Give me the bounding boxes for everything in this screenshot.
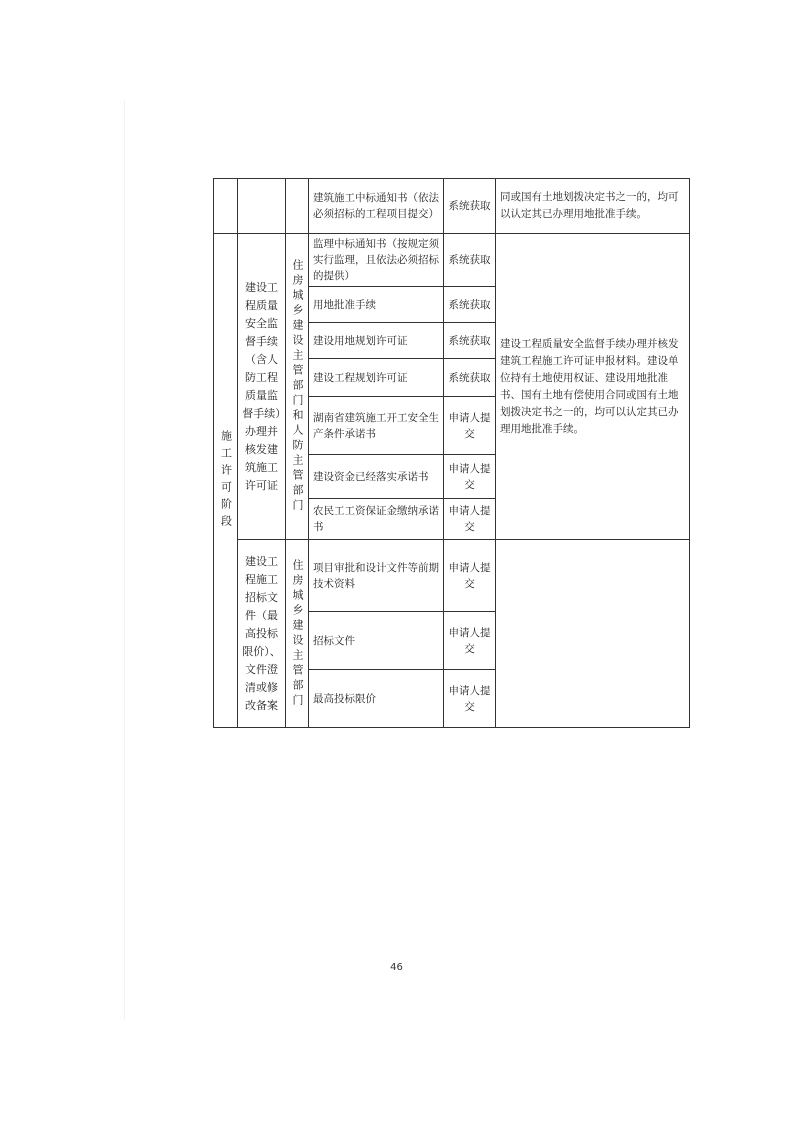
material-cell: 项目审批和设计文件等前期技术资料 <box>309 540 444 612</box>
approval-materials-table <box>213 178 690 728</box>
material-cell: 农民工工资保证金缴纳承诺书 <box>309 499 444 540</box>
material-cell: 建设工程规划许可证 <box>309 359 444 397</box>
stage-cell: 施工许可阶段 <box>214 234 238 728</box>
source-cell: 系统获取 <box>444 234 496 287</box>
source-cell: 系统获取 <box>444 179 496 234</box>
material-cell: 招标文件 <box>309 612 444 670</box>
note-cell <box>496 540 690 728</box>
procedure-cell: 建设工程施工招标文件（最高投标限价）、文件澄清或修改备案 <box>238 540 286 728</box>
source-cell: 系统获取 <box>444 323 496 359</box>
empty-cell <box>238 179 286 234</box>
source-cell: 系统获取 <box>444 287 496 323</box>
page-edge <box>124 100 125 1020</box>
table-row <box>214 540 690 612</box>
table-row <box>214 179 690 234</box>
material-cell: 建设用地规划许可证 <box>309 323 444 359</box>
table-row <box>214 234 690 287</box>
material-cell: 建筑施工中标通知书（依法必须招标的工程项目提交） <box>309 179 444 234</box>
material-cell: 湖南省建筑施工开工安全生产条件承诺书 <box>309 397 444 455</box>
material-cell: 最高投标限价 <box>309 670 444 728</box>
department-cell: 住房城乡建设主管部门 <box>286 540 309 728</box>
note-cell: 同或国有土地划拨决定书之一的，均可以认定其已办理用地批准手续。 <box>496 179 690 234</box>
note-cell: 建设工程质量安全监督手续办理并核发建筑工程施工许可证申报材料。建设单位持有土地使用权证、建设用地批准书、国有土地有偿使用合同或国有土地划拨决定书之一的，均可以认定其已办理用地批准手续。 <box>496 234 690 540</box>
source-cell: 申请人提交 <box>444 612 496 670</box>
source-cell: 申请人提交 <box>444 670 496 728</box>
source-cell: 申请人提交 <box>444 499 496 540</box>
empty-cell <box>214 179 238 234</box>
source-cell: 申请人提交 <box>444 455 496 499</box>
source-cell: 申请人提交 <box>444 540 496 612</box>
material-cell: 建设资金已经落实承诺书 <box>309 455 444 499</box>
empty-cell <box>286 179 309 234</box>
source-cell: 申请人提交 <box>444 397 496 455</box>
material-cell: 监理中标通知书（按规定须实行监理，且依法必须招标的提供） <box>309 234 444 287</box>
procedure-cell: 建设工程质量安全监督手续（含人防工程质量监督手续）办理并核发建筑施工许可证 <box>238 234 286 540</box>
material-cell: 用地批准手续 <box>309 287 444 323</box>
source-cell: 系统获取 <box>444 359 496 397</box>
page-number: 46 <box>390 962 403 973</box>
department-cell: 住房城乡建设主管部门和人防主管部门 <box>286 234 309 540</box>
